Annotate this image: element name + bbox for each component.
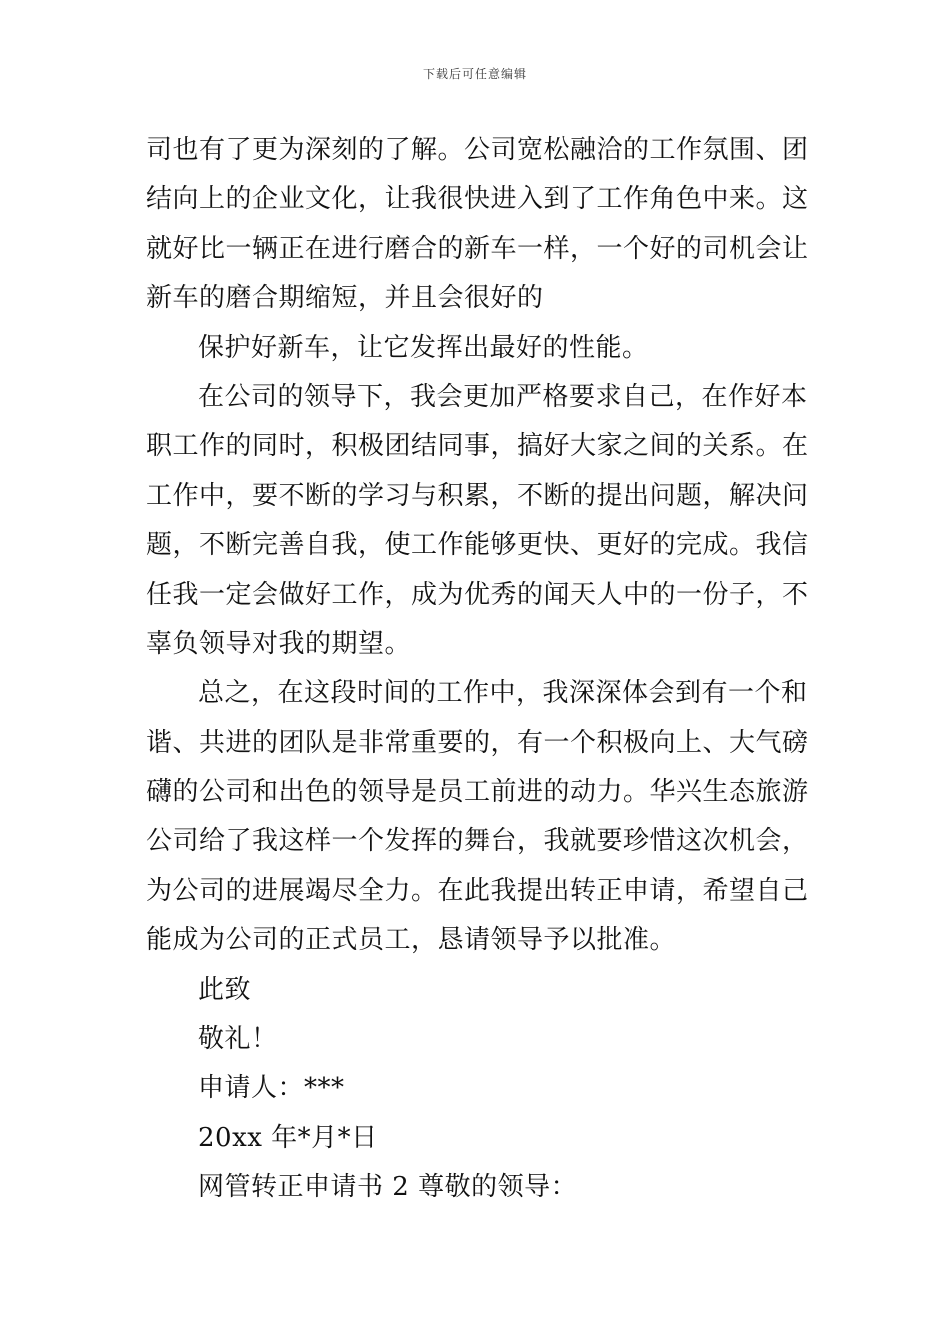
text-line: 职工作的同时，积极团结同事，搞好大家之间的关系。在 <box>146 431 809 462</box>
text-line: 礴的公司和出色的领导是员工前进的动力。华兴生态旅游 <box>146 777 809 808</box>
text-line: 就好比一辆正在进行磨合的新车一样，一个好的司机会让 <box>146 233 809 264</box>
text-line: 公司给了我这样一个发挥的舞台，我就要珍惜这次机会， <box>146 826 809 857</box>
text-line: 谐、共进的团队是非常重要的，有一个积极向上、大气磅 <box>146 727 809 758</box>
page-header-watermark: 下载后可任意编辑 <box>422 67 527 81</box>
text-line: 辜负领导对我的期望。 <box>146 628 412 659</box>
text-line: 任我一定会做好工作，成为优秀的闻天人中的一份子，不 <box>146 579 809 610</box>
text-line: 此致 <box>198 974 252 1005</box>
text-line: 20xx 年*月*日 <box>198 1122 378 1153</box>
text-line: 申请人：*** <box>198 1073 345 1104</box>
text-line: 保护好新车，让它发挥出最好的性能。 <box>198 332 649 363</box>
text-line: 总之，在这段时间的工作中，我深深体会到有一个和 <box>198 678 808 709</box>
text-line: 敬礼！ <box>198 1024 278 1055</box>
text-line: 能成为公司的正式员工，恳请领导予以批准。 <box>146 925 677 956</box>
text-line: 工作中，要不断的学习与积累，不断的提出问题，解决问 <box>146 480 809 511</box>
text-line: 网管转正申请书 2 尊敬的领导： <box>198 1172 578 1203</box>
text-line: 司也有了更为深刻的了解。公司宽松融洽的工作氛围、团 <box>146 135 809 165</box>
text-line: 为公司的进展竭尽全力。在此我提出转正申请，希望自己 <box>146 875 809 906</box>
document-body <box>146 126 808 1213</box>
text-line: 题，不断完善自我，使工作能够更快、更好的完成。我信 <box>146 530 809 561</box>
text-line: 在公司的领导下，我会更加严格要求自己，在作好本 <box>198 381 808 412</box>
text-line: 结向上的企业文化，让我很快进入到了工作角色中来。这 <box>146 184 809 215</box>
text-line: 新车的磨合期缩短，并且会很好的 <box>146 283 544 314</box>
